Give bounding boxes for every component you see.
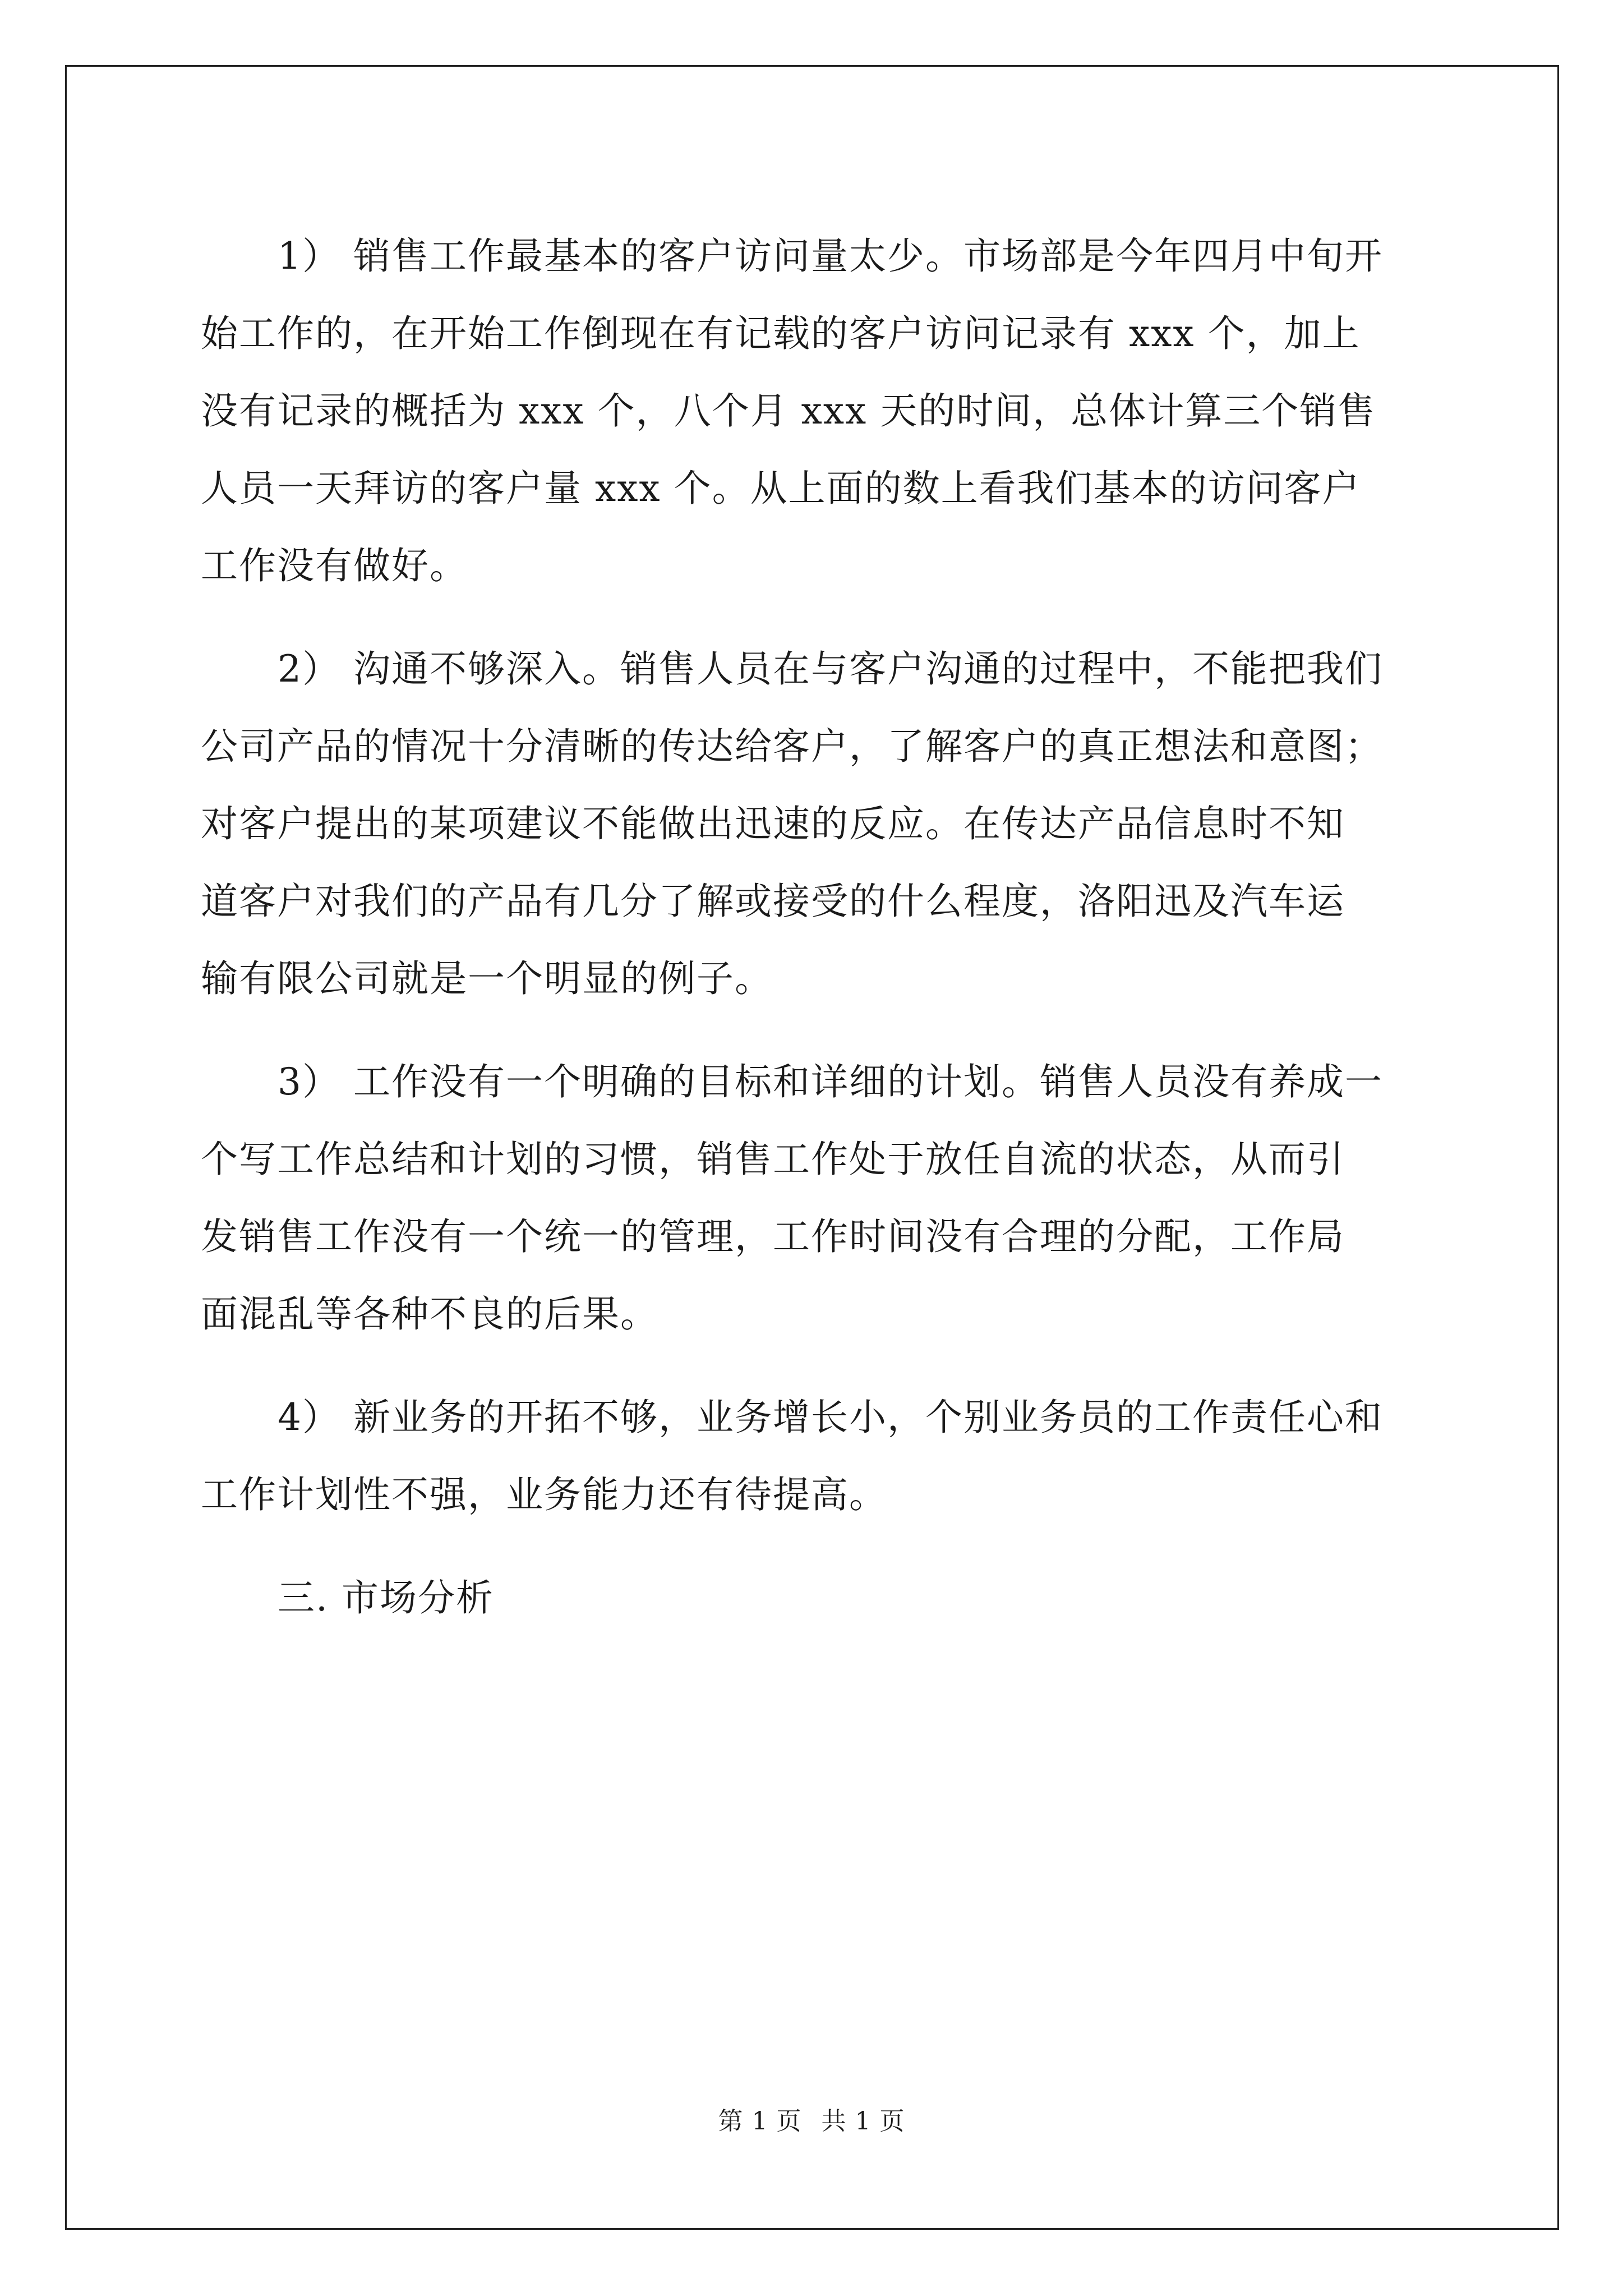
paragraph-line: 始工作的，在开始工作倒现在有记载的客户访问记录有 xxx 个，加上 — [201, 312, 1361, 355]
section-heading: 三. 市场分析 — [278, 1576, 494, 1619]
document-body — [201, 218, 1429, 1637]
paragraph-4 — [201, 1379, 1429, 1534]
page-total: 共 1 页 — [821, 2107, 905, 2136]
page-number: 第 1 页 — [718, 2107, 802, 2136]
paragraph-line: 道客户对我们的产品有几分了解或接受的什么程度，洛阳迅及汽车运 — [201, 880, 1345, 923]
paragraph-line: 4） 新业务的开拓不够，业务增长小，个别业务员的工作责任心和 — [278, 1396, 1383, 1439]
paragraph-line: 对客户提出的某项建议不能做出迅速的反应。在传达产品信息时不知 — [201, 802, 1345, 845]
paragraph-line: 3） 工作没有一个明确的目标和详细的计划。销售人员没有养成一 — [278, 1060, 1383, 1103]
paragraph-2 — [201, 631, 1429, 1018]
paragraph-1 — [201, 218, 1429, 605]
paragraph-line: 工作没有做好。 — [201, 544, 468, 587]
paragraph-line: 1） 销售工作最基本的客户访问量太少。市场部是今年四月中旬开 — [278, 234, 1383, 278]
paragraph-line: 个写工作总结和计划的习惯，销售工作处于放任自流的状态，从而引 — [201, 1138, 1345, 1181]
paragraph-3 — [201, 1043, 1429, 1353]
paragraph-line: 工作计划性不强，业务能力还有待提高。 — [201, 1473, 887, 1516]
paragraph-line: 公司产品的情况十分清晰的传达给客户，了解客户的真正想法和意图； — [201, 725, 1383, 768]
paragraph-line: 人员一天拜访的客户量 xxx 个。从上面的数上看我们基本的访问客户 — [201, 467, 1361, 510]
paragraph-line: 发销售工作没有一个统一的管理，工作时间没有合理的分配，工作局 — [201, 1215, 1345, 1258]
paragraph-line: 输有限公司就是一个明显的例子。 — [201, 957, 773, 1000]
paragraph-line: 没有记录的概括为 xxx 个，八个月 xxx 天的时间，总体计算三个销售 — [201, 389, 1376, 432]
paragraph-line: 面混乱等各种不良的后果。 — [201, 1292, 658, 1336]
paragraph-line: 2） 沟通不够深入。销售人员在与客户沟通的过程中，不能把我们 — [278, 647, 1383, 691]
page-footer — [0, 2101, 1623, 2137]
